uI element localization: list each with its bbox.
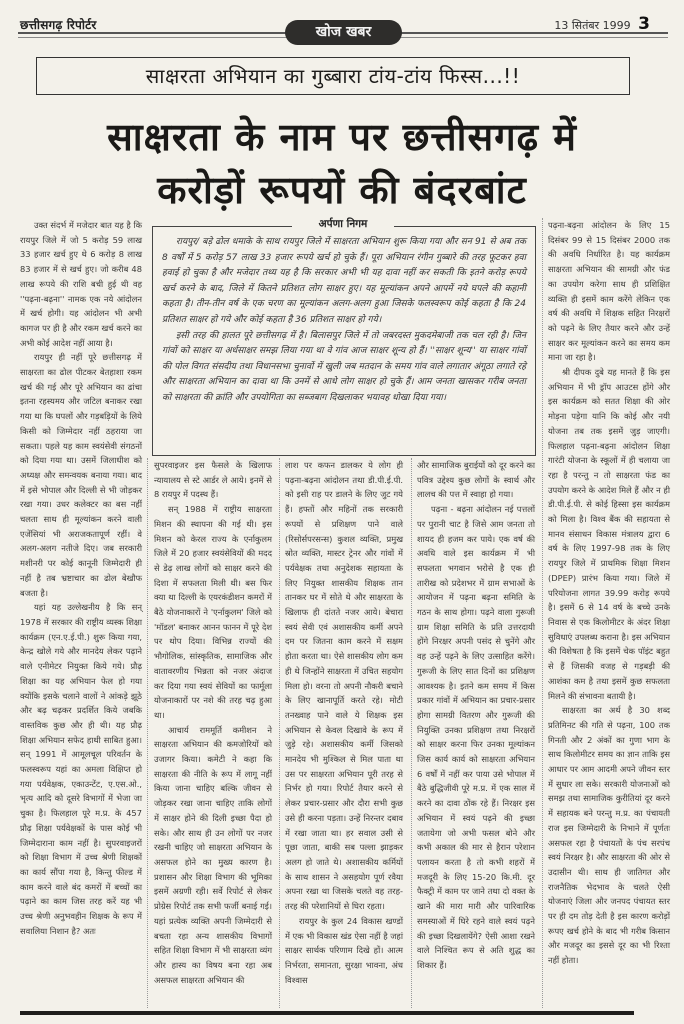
byline-author: अर्पणा निगम bbox=[318, 218, 368, 230]
body-paragraph: साक्षरता का अर्थ है 30 शब्द प्रतिमिनट की गति से पढ़ना, 100 तक गिनती और 2 अंकों का गुणा भाग के साथ किलोमीटर समय का ज्ञान ताकि इस आधार पर आम आदमी अपने जीवन स्तर में सुधार ला सके। सरकारी योजनाओं को समझ तथा सामाजिक कुरीतियां दूर करने में सहायक बने परन्तु म.प्र. का पंचायती राज इस जिम्मेदारी के निभाने में पूर्णतः असफल रहा है पंचायतों के पंच सरपंच स्वयं निरक्षर है। और साक्षरता की ओर से उदासीन थी। साथ ही जातिगत और राजनैतिक भेदभाव के चलते ऐसी योजनाएं जिला और जनपद पंचायत स्तर पर ही दम तोड़ देती है इस कारण करोड़ों रूपए खर्च होने के बाद भी गरीब किसान और मजदूर का इससे दूर का भी रिश्ता नहीं होता। bbox=[548, 705, 670, 966]
body-paragraph: सुपरवाइजर इस फैसले के खिलाफ न्यायालय से स्टे आर्डर ले आये। इनमें से 8 रायपुर में पदस्थ हैं। bbox=[154, 460, 272, 500]
body-paragraph: पढ़ना-बढ़ना आंदोलन के लिए 15 दिसंबर 99 से 15 दिसंबर 2000 तक की अवधि निर्धारित है। यह कार्यक्रम साक्षरता अभियान की सामग्री और फंड का उपयोग करेगा साथ ही प्रशिक्षित व्यक्ति ही इसमें काम करेंगे लेकिन एक वर्ष की अवधि में शिक्षक सहित निरक्षरों को पढ़ने के लिए तैयार करने और उन्हें साक्षर कर मूल्यांकन करने का समय कम माना जा रहा है। bbox=[548, 220, 670, 363]
body-paragraph: रायपुर ही नहीं पूरे छत्तीसगढ़ में साक्षरता का ढोल पीटकर बेतहाशा रकम खर्च की गई और पूरे अभियान का ढांचा इतना रहस्यमय और जटिल बनाकर रखा गया था कि घपलों और गड़बड़ियों के लिये किसी को जिम्मेदार नहीं ठहराया जा सकता। पहले यह काम स्वयंसेवी संगठनों को दिया गया था। उसमें जिलाधीश को अध्यक्ष और समन्वयक बनाया गया। बाद में इसे भोपाल और दिल्ली से भी जोड़कर रखा गया। उधर कलेक्टर का बस नहीं चलता साथ ही मूल्यांकन करने वाली एजेंसियां भी अराजकतापूर्ण रहीं। वे अलग-अलग नतीजे दिए। जब सरकारी मशीनरी पर कोई कानूनी जिम्मेदारी ही नहीं है तब भ्रष्टाचार का ढोल बेखौफ बजता है। bbox=[20, 352, 142, 598]
intro-box bbox=[152, 227, 536, 456]
bottom-rule bbox=[20, 1011, 634, 1015]
column-divider bbox=[279, 458, 280, 1008]
intro-paragraph: रायपुर/ बड़े ढोल धमाके के साथ रायपुर जिले में साक्षरता अभियान शुरू किया गया और सन 91 से अब तक 8 वर्षों में 5 करोड़ 57 लाख 33 हजार रूपये खर्च हो चुके हैं। पूरा अभियान रंगीन गुब्बारे की तरह फूटकर हवा हवाई हो चुका है और मजेदार तथ्य यह है कि सरकार अभी भी यह दावा नहीं कर सकती कि इतने करोड़ रूपये खर्च करने के बाद, जिले में कितने प्रतिशत लोग साक्षर हुए। यह मूल्यांकन अपने आपमें नये घपले की कहानी कहता है। तीन-तीन वर्ष के एक चरण का मूल्यांकन अलग-अलग हुआ जिसके फलस्वरूप कोई कहता है कि 24 प्रतिशत साक्षर हो गये और कोई कहता है 36 प्रतिशत साक्षर हो गये। bbox=[162, 237, 526, 325]
body-paragraph: यहां यह उल्लेखनीय है कि सन् 1978 में सरकार की राष्ट्रीय व्यस्क शिक्षा कार्यक्रम (एन.ए.ई.पी.) शुरू किया गया, केन्द्र खोले गये और मानदेय लेकर पढ़ाने वाले एनीमेटर नियुक्त किये गये। प्रौढ़ शिक्षा का यह अभियान फेल हो गया क्योंकि इसके चलाने वालों ने आंकड़े झूठे और बढ़ चढ़कर प्रदर्शित किये जबकि वास्तविक कुछ और ही थी। यह प्रौढ़ शिक्षा अभियान सफेद हाथी साबित हुआ। सन् 1991 में आमूलचूल परिवर्तन के फलस्वरूप यहां का अमला विक्षिप्त हो गया पर्यवेक्षक, एकाउन्टेंट, ए.एस.ओ., भृत्य आदि को दूसरे विभागों में भेजा जा चुका है। फिलहाल पूरे म.प्र. के 457 प्रौढ़ शिक्षा पर्यवेक्षकों के पास कोई भी जिम्मेदाराना काम नहीं है। सुपरवाइजरों को शिक्षा विभाग में उच्च श्रेणी शिक्षकों का कार्य सौंपा गया है, किन्तु फील्ड में काम करने वाले बंद कमरों में बच्चों का पढ़ाने का काम जिस तरह करें यह भी उच्च श्रेणी अनुभवहीन शिक्षक के रूप में सवालिया निशान है? अतः bbox=[20, 602, 142, 936]
intro-paragraph: इसी तरह की हालत पूरे छत्तीसगढ़ में है। बिलासपुर जिले में तो जबरदस्त मुकदमेबाजी तक चल रही है। जिन गांवों को साक्षर या अर्धसाक्षर समझ लिया गया था वे गांव आज साक्षर शून्य हो हैं। ''साक्षर शून्य'' या साक्षर गांवों की पोल विगत संसदीय तथा विधानसभा चुनावों में खुली जब मतदान के समय गांव वाले लगातार अंगूठा लगाते रहे और साक्षरता अभियान का दावा था कि उनमें से आधे लोग साक्षर हो चुके हैं। आम जनता खासकर गरीब जनता को साक्षरता की क्रांति और उपयोगिता का सब्जबाग दिखलाकर भयावह धोखा दिया गया। bbox=[162, 330, 526, 403]
issue-date: 13 सितंबर 1999 bbox=[554, 19, 631, 32]
body-paragraph: और सामाजिक बुराईयों को दूर करने का पवित्र उद्देश्य कुछ लोगों के स्वार्थ और लालच की पत्त में स्वाहा हो गया। bbox=[417, 460, 535, 500]
body-paragraph: श्री दीपक दुबे यह मानते हैं कि इस अभियान में भी ड्रॉप आउटस होंगे और इस कार्यक्रम को सतत शिक्षा की ओर मोड़ना पड़ेगा यानि कि कोई और नयी योजना तब तक इसमें जुड़ जाएगी। फिलहाल पढ़ना-बढ़ना आंदोलन शिक्षा गारंटी योजना के स्कूलों में ही चलाया जा रहा है परन्तु न तो साक्षरता फंड का उपयोग करने के आदेश मिले हैं और न ही डी.पी.ई.पी. से कोई हिस्सा इस कार्यक्रम को मिला है। विश्व बैंक की सहायता से मानव संसाधन विकास मंत्रालय द्वारा 6 वर्ष के लिए 1997-98 तक के लिए रायपुर जिले में प्राथमिक शिक्षा मिशन (DPEP) प्रारंभ किया गया। जिले में परियोजना लागत 39.99 करोड़ रूपये है। इसमें 6 से 14 वर्ष के बच्चे उनके निवास से एक किलोमीटर के अंदर शिक्षा सुविधाएं उपलब्ध कराना है। इस अभियान की विशेषता है कि इसमें चेक पॉइंट बहुत से हैं जिसकी वजह से गड़बड़ी की आशंका कम है तथा इसमें कुछ सफलता मिलने की संभावना बतायी है। bbox=[548, 367, 670, 701]
column-divider bbox=[542, 218, 543, 1008]
body-paragraph: आचार्य राममूर्ति कमीशन ने साक्षरता अभियान की कमजोरियों को उजागर किया। कमेटी ने कहा कि साक्षरता की नीति के रूप में लागू नहीं किया जाना चाहिए बल्कि जीवन से जोड़कर रखा जाना चाहिए ताकि लोगों में साक्षर होने की दिली इच्छा पैदा हो सके। और साथ ही उन लोगों पर नजर रखनी चाहिए जो साक्षरता अभियान के असफल होने का मुख्य कारण है। प्रशासन और शिक्षा विभाग की भूमिका इसमें अग्रणी रही। सर्वे रिपोर्ट से लेकर प्रोग्रेस रिपोर्ट तक सभी फर्जी बनाई गई। यहां प्रत्येक व्यक्ति अपनी जिम्मेदारी से बचता रहा अन्य शासकीय विभागों सहित शिक्षा विभाग में भी साक्षरता व्यंग और हास्य का विषय बना रहा अब असफल साक्षरता अभियान की bbox=[154, 724, 272, 985]
body-paragraph: रायपुर के कुल 24 विकास खण्डों में एक भी विकास खंड ऐसा नहीं है जहां साक्षर सार्थक परिणाम दिखे हों। आत्म निर्भरता, समानता, सुरक्षा भावना, अंध विश्वास bbox=[285, 915, 403, 985]
publication-name: छत्तीसगढ़ रिपोर्टर bbox=[20, 18, 97, 32]
body-paragraph: पढ़ना - बढ़ना आंदोलन नई पत्तलों पर पुरानी चाट है जिसे आम जनता तो शायद ही हजम कर पाये। एक वर्ष की अवधि वाले इस कार्यक्रम में भी सफलता भगवान भरोसे है एक ही तारीख को प्रदेशभर में ग्राम सभाओं के आयोजन में पढ़ना बढ़ना समिति के गठन के साथ होगा। पढ़ने वाला गुरूजी ग्राम शिक्षा समिति के प्रति उत्तरदायी होंगे निरक्षर अपनी पसंद से चुनेंगे और वह उन्हें पढ़ने के लिए उत्साहित करेंगे। गुरूजी के लिए सात दिनों का प्रशिक्षण आवश्यक है। इतने कम समय में किस प्रकार गांवों में अभियान का प्रचार-प्रसार होगा सामग्री वितरण और गुरूजी की नियुक्ति उनका प्रशिक्षण तथा निरक्षरों को साक्षर करना फिर उनका मूल्यांकन जिस कार्य कार्य को साक्षरता अभियान 6 वर्षों में नहीं कर पाया उसे भोपाल में बैठे बुद्धिजीवी पूरे म.प्र. में एक साल में करने का दावा ठोंक रहे हैं। निरक्षर इस अभियान में स्वयं पढ़ने की इच्छा जतायेगा जो अभी फसल बोने और कभी अकाल की मार से हैरान परेशान पलायन करता है तो कभी शहरों में मजदूरी के लिए 15-20 कि.मी. दूर फैक्ट्री में काम पर जाने तथा दो वक्त के खाने की मारा मारी और पारिवारिक समस्याओं में घिरे रहने वाले स्वयं पढ़ने की इच्छा दिखलायेंगे? ऐसी आशा रखने वाले निश्चित रूप से अति शुद्ध का शिकार हैं। bbox=[417, 504, 535, 970]
page-number: 3 bbox=[638, 14, 650, 34]
column-divider bbox=[411, 458, 412, 1008]
body-paragraph: लाश पर कफन डालकर ये लोग ही पढ़ना-बढ़ना आंदोलन तथा डी.पी.ई.पी. को इसी राह पर डालने के लिए जुट गये हैं। हफ्तों और महिनों तक सरकारी रूपयों से प्रशिक्षण पाने वाले (रिसोर्सपरसन्स) कुशल व्यक्ति, प्रमुख स्रोत व्यक्ति, मास्टर ट्रेनर और गांवों में पर्यवेक्षक तथा अनुदेशक सहायता के लिए नियुक्त शासकीय शिक्षक तान तानकर घर में सोते थे और साक्षरता के खिलाफ ही दांतते नजर आये। बेचारा स्वयं सेवी एवं अशासकीय कर्मी अपने दम पर जितना काम करने में सक्षम होता करता था। ऐसे शासकीय लोग कम ही थे जिन्होंने साक्षरता में उचित सहयोग मिला हो। वरना तो अपनी नौकरी बचाने के लिए खानापूर्ति करते रहे। मोटी तनख्वाह पाने वाले ये शिक्षक इस अभियान से केवल दिखावे के रूप में जुड़े रहे। अशासकीय कर्मी जिसको मानदेय भी मुश्किल से मिल पाता था उस पर साक्षरता अभियान पूरी तरह से निर्भर हो गया। रिपोर्ट तैयार करने से लेकर प्रचार-प्रसार और दौरा सभी कुछ उसे ही करना पड़ता। उन्हें निरन्तर दबाव में रखा जाता था। हर सवाल उसी से पूछा जाता, बाकी सब पल्ला झाड़कर अलग हो जाते थे। अशासकीय कर्मियों के साथ शासन ने असहयोग पूर्ण रवैया अपना रखा था जिसके चलते वह तरह-तरह की परेशानियों से घिरा रहता। bbox=[285, 460, 403, 912]
article-column-2 bbox=[154, 458, 272, 987]
main-headline-line-2: करोड़ों रूपयों की बंदरबांट bbox=[157, 168, 527, 212]
column-divider bbox=[147, 458, 148, 1008]
body-paragraph: सन् 1988 में राष्ट्रीय साक्षरता मिशन की स्थापना की गई थी। इस मिशन को केरल राज्य के एर्नाकुलम जिले में 20 हजार स्वयंसेवियों की मदद से डेढ़ लाख लोगों को साक्षर करने की दिशा में सफलता मिली थी। बस फिर क्या था दिल्ली के एयरकंडीशन कमरों में बैठे योजनाकारों ने 'एर्नाकुलम' जिले को 'मॉडल' बनाकर आनन फानन में पूरे देश पर थोप दिया। विभिन्न राज्यों की भौगोलिक, सांस्कृतिक, सामाजिक और वातावरणीय भिन्नता को नजर अंदाज कर दिया गया स्वयं सेवियों का फार्मूला योजनाकारों पर नशे की तरह चढ़ हुआ था। bbox=[154, 504, 272, 720]
article-column-5 bbox=[548, 218, 670, 968]
article-column-3 bbox=[285, 458, 403, 987]
main-headline-line-1: साक्षरता के नाम पर छत्तीसगढ़ में bbox=[107, 115, 577, 159]
section-label: खोज खबर bbox=[285, 20, 402, 45]
body-paragraph: उक्त संदर्भ में मजेदार बात यह है कि रायपुर जिले में जो 5 करोड़ 59 लाख 33 हजार खर्च हुए थे 6 करोड़ 8 लाख 83 हजार में से खर्च हुए। जो करीब 48 लाख रूपये की राशि बची हुई थी वह ''पढ़ना-बढ़ना'' नामक एक नये आंदोलन में खर्च होगी। यह आंदोलन भी अभी कागज पर ही है और रकम खर्च करने का अभी कोई आदेश नहीं आया है। bbox=[20, 220, 142, 348]
kicker-headline: साक्षरता अभियान का गुब्बारा टांय-टांय फिस्स...!! bbox=[36, 57, 630, 95]
issue-info bbox=[554, 14, 650, 34]
article-column-4 bbox=[417, 458, 535, 973]
article-column-1 bbox=[20, 218, 142, 938]
